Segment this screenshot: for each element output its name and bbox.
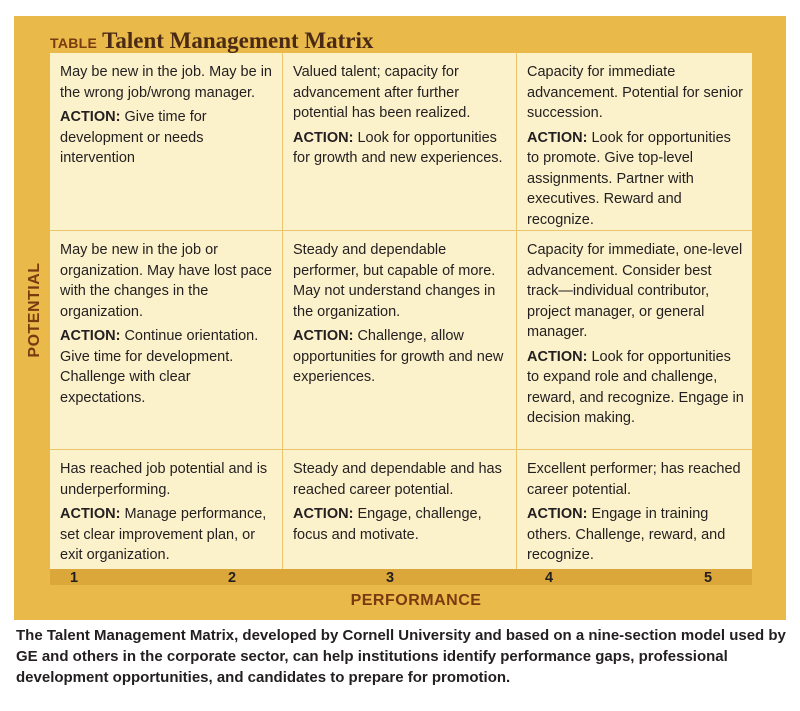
cell-description: Excellent performer; has reached career potential.: [527, 461, 741, 498]
matrix-cell-high-low: [50, 53, 283, 231]
matrix-cell-high-high: [517, 53, 752, 231]
action-label: ACTION:: [293, 129, 354, 146]
table-title: [50, 28, 373, 54]
cell-description: Steady and dependable performer, but capable of more. May not understand changes in the organization.: [293, 242, 496, 320]
table-label: TABLE: [50, 35, 98, 51]
cell-description: Capacity for immediate advancement. Potential for senior succession.: [527, 64, 744, 121]
action-label: ACTION:: [527, 506, 588, 522]
x-axis-label: PERFORMANCE: [350, 592, 482, 609]
cell-action-text: Challenge, allow opportunities for growth and new experiences.: [293, 328, 504, 385]
x-tick-1: 1: [69, 570, 79, 586]
matrix-cell-mid-high: [517, 231, 752, 450]
cell-action: [293, 128, 508, 169]
matrix-cell-mid-low: [50, 231, 283, 450]
cell-action: [527, 347, 744, 429]
cell-action: [293, 504, 508, 545]
action-label: ACTION:: [293, 328, 354, 344]
cell-action-text: Continue orientation. Give time for development. Challenge with clear expectations.: [60, 328, 259, 406]
action-label: ACTION:: [527, 129, 588, 146]
cell-action-text: Look for opportunities for growth and new experiences.: [293, 129, 503, 166]
matrix-panel: [14, 16, 786, 620]
cell-action: [527, 504, 744, 566]
cell-action-text: Engage in training others. Challenge, reward, and recognize.: [527, 506, 726, 563]
x-tick-4: 4: [544, 570, 554, 586]
cell-description: May be new in the job. May be in the wrong job/wrong manager.: [60, 64, 272, 101]
cell-action: [60, 107, 274, 169]
cell-action-text: Look for opportunities to expand role and challenge, reward, and recognize. Engage in decision making.: [527, 348, 744, 426]
cell-description: Has reached job potential and is underperforming.: [60, 461, 268, 498]
cell-description: Capacity for immediate, one-level advancement. Consider best track—individual contributor, project manager, or general manager.: [527, 242, 743, 340]
matrix-cell-low-mid: [283, 450, 517, 569]
cell-description: Steady and dependable and has reached career potential.: [293, 461, 502, 498]
action-label: ACTION:: [60, 109, 121, 125]
matrix-cell-low-low: [50, 450, 283, 569]
cell-action: [60, 504, 274, 566]
cell-description: May be new in the job or organization. May have lost pace with the changes in the organization.: [60, 242, 272, 320]
matrix-cell-mid-mid: [283, 231, 517, 450]
x-tick-2: 2: [227, 570, 237, 586]
action-label: ACTION:: [293, 506, 354, 522]
action-label: ACTION:: [60, 506, 121, 522]
matrix-grid: [50, 53, 752, 569]
cell-action: [527, 128, 744, 231]
matrix-cell-low-high: [517, 450, 752, 569]
cell-action: [293, 326, 508, 388]
action-label: ACTION:: [527, 348, 588, 365]
cell-description: Valued talent; capacity for advancement after further potential has been realized.: [293, 64, 471, 121]
cell-action-text: Give time for development or needs intervention: [60, 109, 207, 166]
x-axis-strip: [50, 569, 752, 585]
cell-action-text: Manage performance, set clear improvement plan, or exit organization.: [60, 506, 267, 563]
x-tick-5: 5: [703, 570, 713, 586]
cell-action-text: Look for opportunities to promote. Give top-level assignments. Partner with executives. Reward and recognize.: [527, 129, 731, 228]
cell-action: [60, 326, 274, 408]
matrix-cell-high-mid: [283, 53, 517, 231]
x-tick-3: 3: [385, 570, 395, 586]
y-axis-label: POTENTIAL: [26, 262, 43, 358]
table-title-text: Talent Management Matrix: [102, 28, 374, 53]
cell-action-text: Engage, challenge, focus and motivate.: [293, 506, 482, 543]
action-label: ACTION:: [60, 328, 121, 344]
figure-caption: The Talent Management Matrix, developed by Cornell University and based on a nine-section model used by GE and others in the corporate sector, can help institutions identify performance gaps, professional development opportunities, and candidates to prepare for promotion.: [16, 627, 786, 686]
